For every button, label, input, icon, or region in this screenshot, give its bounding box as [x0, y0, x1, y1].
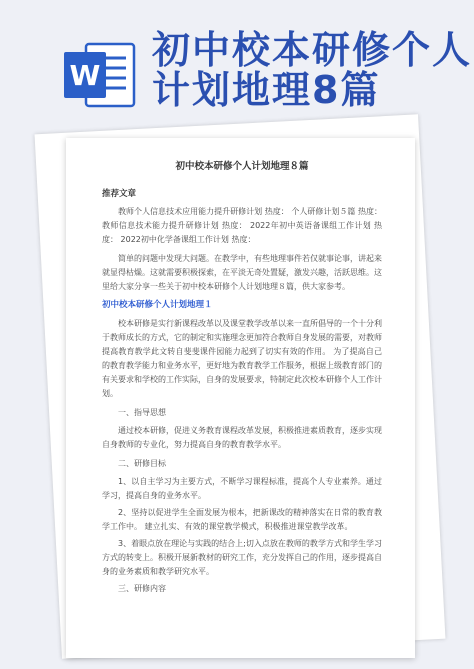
word-logo-icon — [62, 38, 136, 112]
recommend-label: 推荐文章 — [102, 189, 137, 199]
banner-title-line2: 计划地理8篇 — [152, 68, 381, 112]
heading-content: 三、研修内容 — [118, 584, 166, 593]
goal-item-3: 3、着眼点放在理论与实践的结合上;切入点放在教师的教学方式和学生学习方式的转变上。积极开展新教材的研究工作，充分发挥自己的作用，逐步提高自身的业务素质和教学研究水平。 — [102, 539, 382, 576]
heading-guiding-ideology: 一、指导思想 — [118, 408, 166, 417]
intro-paragraph: 简单的问题中发现大问题。在教学中，有些地理事件若仅就事论事，讲起来就显得枯燥。这就需要积极探索，在平淡无奇处置疑，激发兴趣，活跃思维。这里给大家分享一些关于初中校本研修个人计划地理８篇，供大家参考。 — [102, 254, 382, 291]
goal-item-2: 2、坚持以促进学生全面发展为根本，把新课改的精神落实在日常的教育教学工作中。 建立扎实、有效的课堂教学模式，积极推进课堂教学改革。 — [102, 508, 382, 531]
article-subtitle: 初中校本研修个人计划地理１ — [102, 300, 213, 310]
recommend-list[interactable]: 教师个人信息技术应用能力提升研修计划 热度： 个人研修计划５篇 热度： 教师信息技术能力提升研修计划 热度： 2022年初中英语备课组工作计划 热度： 2022初中化学备课组工作计划 热度： — [102, 207, 382, 244]
document-page — [66, 138, 415, 658]
document-content — [102, 160, 382, 600]
paragraph-2: 通过校本研修，促进义务教育课程改革发展，积极推进素质教育，逐步实现自身教师的专业化，努力提高自身的教育教学水平。 — [102, 426, 382, 449]
document-title: 初中校本研修个人计划地理８篇 — [175, 161, 309, 172]
paragraph-1: 校本研修是实行新课程改革以及课堂教学改革以来一直所倡导的一个十分利于教师成长的方式，它的制定和实施理念更加符合教师自身发展的需要，对教师提高教育教学此文转自斐斐课件园能力起到了切实有效的作用。 为了提高自己的教育教学能力和业务水平，更好地为教育教学工作服务，根据上级教育部门的有关要求和学校的工作实际，自身的发展要求，特制定此次校本研修个人工作计划。 — [102, 319, 382, 398]
banner-title-line1: 初中校本研修个人 — [152, 28, 473, 72]
heading-goals: 二、研修目标 — [118, 459, 166, 468]
svg-text:W: W — [69, 59, 101, 92]
goal-item-1: 1、以自主学习为主要方式，不断学习课程标准，提高个人专业素养。通过学习，提高自身的业务水平。 — [102, 477, 382, 500]
